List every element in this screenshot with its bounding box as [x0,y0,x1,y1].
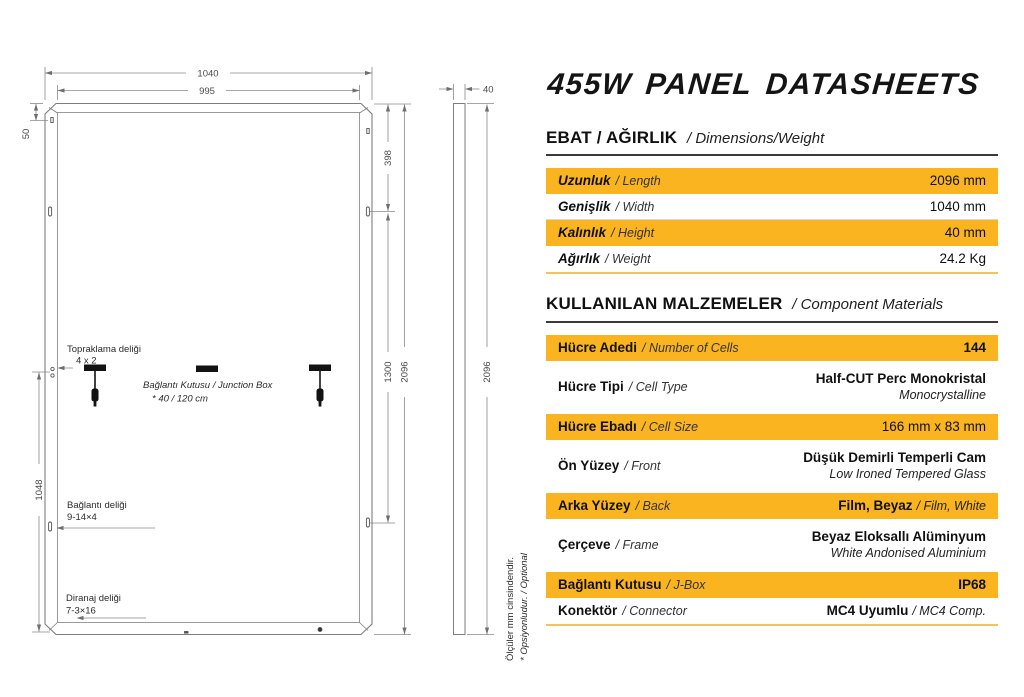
spec-value [958,577,986,593]
section-heading [546,128,998,156]
spec-label-tr: Hücre Ebadı [558,418,637,434]
spec-value-sub: White Andonised Aluminium [830,546,986,561]
spec-label-tr: Konektör [558,602,618,618]
spec-value-main [827,603,986,619]
mounting-slot-top-left [49,207,52,216]
spec-row [546,361,998,414]
dim-width-inner: 995 [199,86,215,97]
spec-row [546,598,998,624]
spec-label-en: / Length [615,174,661,189]
drainage-hole-size: 7-3×16 [66,605,96,617]
dim-height-side: 2096 [482,361,493,383]
spec-value-text: 144 [963,339,986,355]
spec-label-en: / Width [615,199,655,214]
grounding-hole-1 [51,367,54,370]
spec-value-text: MC4 Uyumlu [826,602,909,618]
units-note: Ölçüler mm cinsindendir. [505,556,516,661]
spec-value-text: 2096 mm [929,173,986,189]
junction-box-label: Bağlantı Kutusu / Junction Box [143,380,273,391]
spec-value [803,450,986,482]
spec-value [827,603,986,619]
dim-bottom-section: 1048 [34,479,45,501]
junction-box-right [309,365,331,372]
spec-label-tr: Çerçeve [558,537,611,553]
spec-label-en: / Height [611,226,655,241]
spec-value-main [945,225,986,241]
spec-label-tr: Arka Yüzey [558,497,631,513]
spec-value-text: 24.2 Kg [939,251,986,267]
connector-left [92,389,99,402]
section-dimensions-weight [546,128,998,274]
spec-value-main [803,450,986,466]
spec-table-dimensions [546,168,998,274]
spec-label [558,458,660,474]
spec-row [546,519,998,572]
spec-value-main [838,498,986,514]
spec-value-text: 40 mm [944,225,986,241]
spec-label [558,251,651,267]
spec-value-sub: Low Ironed Tempered Glass [829,467,986,482]
grounding-hole-count: 4 x 2 [76,355,97,367]
mounting-slot-top-right [366,207,369,216]
spec-value-text: Düşük Demirli Temperli Cam [803,450,986,466]
spec-label-en: / Connector [622,603,687,618]
dim-height-front: 2096 [399,361,411,383]
spec-value [838,498,986,514]
spec-row [546,572,998,598]
spec-label-tr: Hücre Adedi [558,339,638,355]
junction-box-center [196,366,218,373]
spec-value-main [930,199,986,215]
section-heading-en: / Component Materials [792,296,944,314]
edge-hole-top-right [367,129,369,134]
spec-row [546,414,998,440]
dim-width-outer: 1040 [197,68,219,80]
mounting-hole-size: 9-14×4 [67,512,97,523]
section-heading-en: / Dimensions/Weight [686,130,825,147]
spec-value [816,371,986,403]
section-component-materials [546,294,998,625]
spec-label [558,173,661,189]
spec-value-main [816,371,986,387]
spec-label [558,225,654,241]
mounting-slot-bottom-right [366,518,369,527]
spec-value [882,419,986,435]
spec-label [558,419,698,435]
spec-value-suffix: / Film, White [916,498,986,513]
spec-label [558,340,739,356]
connector-tip-right [319,401,322,407]
spec-value [930,199,986,215]
spec-value-main [939,251,986,267]
spec-label-en: / Cell Type [628,380,688,395]
spec-table-materials [546,335,998,626]
dim-hole-top: 398 [383,150,394,166]
spec-label-en: / Weight [605,252,651,267]
datasheet-panel [546,68,998,626]
spec-row [546,246,998,272]
spec-label [558,498,670,514]
spec-label-en: / Cell Size [641,419,699,434]
spec-label [558,577,705,593]
spec-value [930,173,986,189]
dim-thickness: 40 [483,84,494,96]
spec-row [546,335,998,361]
edge-hole-top-left [51,118,53,123]
drainage-slot [185,632,189,634]
spec-value-text: Half-CUT Perc Monokristal [815,371,986,387]
panel-side-view [454,104,466,635]
spec-row [546,194,998,220]
spec-value-text: IP68 [958,576,986,592]
spec-value-main [958,577,986,593]
grounding-hole-2 [51,374,54,377]
section-heading [546,294,998,322]
spec-value [939,251,986,267]
connector-tip-left [94,401,97,407]
section-heading-tr: KULLANILAN MALZEMELER [546,294,783,314]
spec-label-en: / Front [624,459,661,474]
spec-label-tr: Ağırlık [558,251,601,267]
dim-edge-offset: 50 [21,128,32,140]
mounting-slot-bottom-left [49,522,52,531]
spec-label-en: / Number of Cells [642,340,739,355]
mounting-hole-label: Bağlantı deliği [67,500,127,511]
junction-box-cable-label: * 40 / 120 cm [152,393,208,405]
spec-label-tr: Ön Yüzey [558,458,620,474]
drainage-hole-label: Diranaj deliği [66,593,121,604]
spec-value-text: 166 mm x 83 mm [881,418,986,434]
spec-label-tr: Uzunluk [558,173,611,189]
spec-label [558,603,687,619]
spec-value-text: 1040 mm [929,198,986,214]
drainage-hole [318,628,322,632]
optional-note: * Opsiyonludur. / Optional [519,553,530,661]
spec-row [546,220,998,246]
spec-value [963,340,986,356]
section-heading-tr: EBAT / AĞIRLIK [546,128,678,147]
spec-label-tr: Kalınlık [558,225,607,241]
spec-value-main [963,340,986,356]
spec-value-main [930,173,986,189]
spec-value-text: Beyaz Eloksallı Alüminyum [811,529,986,545]
spec-value-suffix: / MC4 Comp. [912,603,986,618]
spec-label-tr: Genişlik [558,198,611,214]
spec-label [558,537,659,553]
spec-row [546,440,998,493]
spec-value-main [882,419,986,435]
spec-label-tr: Bağlantı Kutusu [558,576,662,592]
connector-right [317,389,324,402]
spec-row [546,493,998,519]
spec-value [945,225,986,241]
spec-label-en: / J-Box [666,577,706,592]
spec-label [558,199,654,215]
spec-label-en: / Frame [615,538,659,553]
page-title: 455W PANEL DATASHEETS [546,68,982,101]
spec-label-en: / Back [635,498,671,513]
spec-value-main [812,529,986,545]
frame-holes [49,118,370,634]
spec-value [812,529,986,561]
spec-value-text: Film, Beyaz [838,497,913,513]
spec-row [546,168,998,194]
grounding-hole-label: Topraklama deliği [67,344,141,355]
spec-label [558,379,688,395]
spec-label-tr: Hücre Tipi [558,379,624,395]
dim-hole-span: 1300 [383,361,394,383]
spec-value-sub: Monocrystalline [899,388,986,403]
